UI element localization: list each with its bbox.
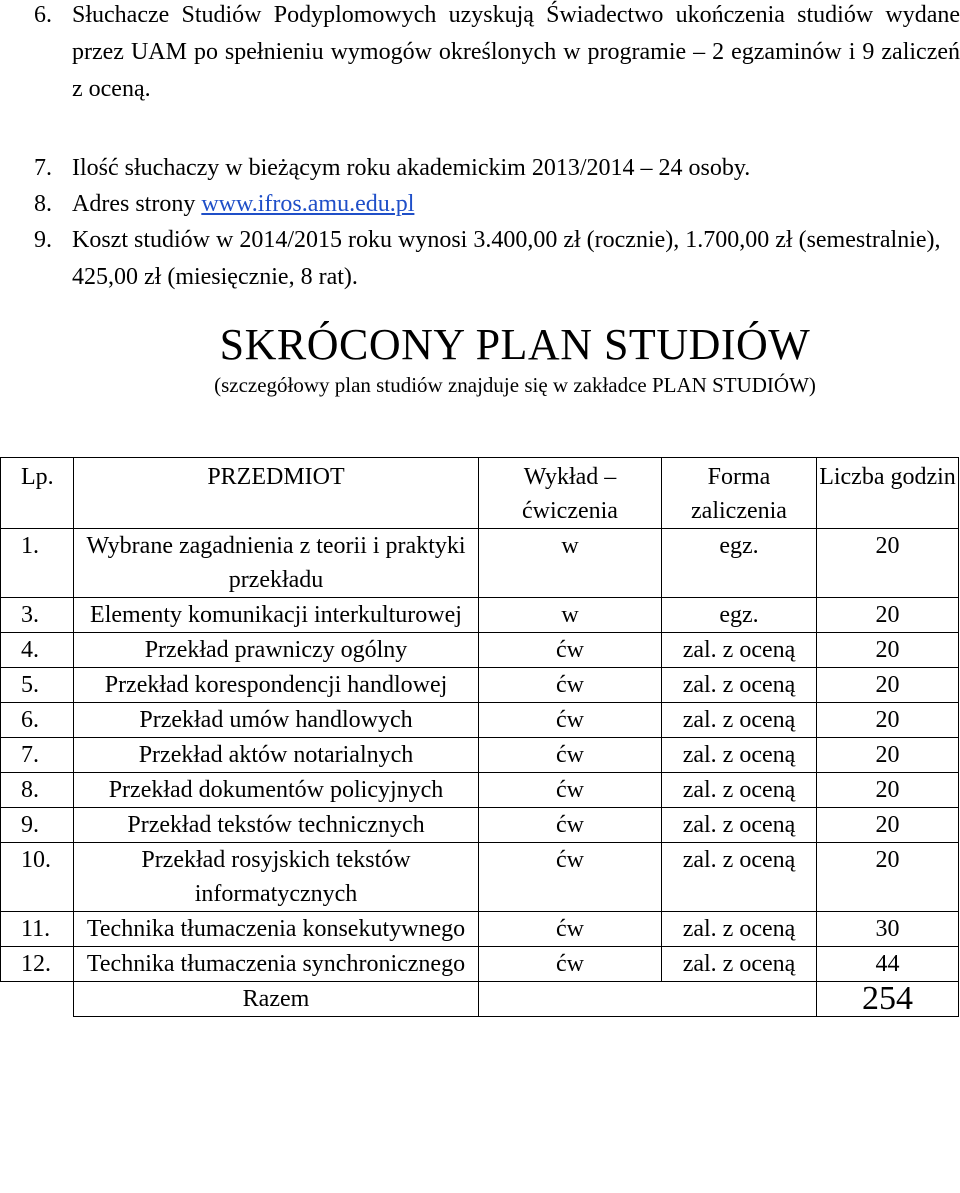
list-text: Słuchacze Studiów Podyplomowych uzyskują Świadectwo ukończenia studiów wydane przez UAM po spełnieniu wymogów określonych w programie – 2 egzaminów i 9 zaliczeń z oceną. bbox=[72, 2, 960, 102]
cell-hours: 30 bbox=[817, 912, 959, 947]
list-number: 7. bbox=[34, 155, 52, 181]
cell-hours: 20 bbox=[817, 668, 959, 703]
cell-form: zal. z oceną bbox=[662, 738, 817, 773]
cell-type: ćw bbox=[479, 843, 662, 912]
cell-subject: Przekład umów handlowych bbox=[74, 703, 479, 738]
total-label: Razem bbox=[74, 982, 479, 1017]
list-text: Ilość słuchaczy w bieżącym roku akademickim 2013/2014 – 24 osoby. bbox=[72, 155, 751, 181]
table-header-row bbox=[1, 458, 959, 529]
cell-subject: Technika tłumaczenia synchronicznego bbox=[74, 947, 479, 982]
cell-lp: 5. bbox=[1, 668, 74, 703]
cell-type: ćw bbox=[479, 668, 662, 703]
cell-form: zal. z oceną bbox=[662, 808, 817, 843]
cell-hours: 20 bbox=[817, 529, 959, 598]
cell-lp: 6. bbox=[1, 703, 74, 738]
cell-subject: Przekład rosyjskich tekstów informatycznych bbox=[74, 843, 479, 912]
cell-form: egz. bbox=[662, 598, 817, 633]
cell-type: ćw bbox=[479, 738, 662, 773]
cell-subject: Technika tłumaczenia konsekutywnego bbox=[74, 912, 479, 947]
table-row bbox=[1, 947, 959, 982]
cell-form: egz. bbox=[662, 529, 817, 598]
cell-lp: 10. bbox=[1, 843, 74, 912]
cell-empty bbox=[479, 982, 817, 1017]
cell-hours: 20 bbox=[817, 598, 959, 633]
list-number: 6. bbox=[34, 2, 52, 28]
table-row bbox=[1, 598, 959, 633]
cell-form: zal. z oceną bbox=[662, 947, 817, 982]
table-total-row bbox=[1, 982, 959, 1017]
study-plan-table bbox=[0, 457, 959, 1017]
cell-form: zal. z oceną bbox=[662, 633, 817, 668]
cell-form: zal. z oceną bbox=[662, 773, 817, 808]
cell-form: zal. z oceną bbox=[662, 703, 817, 738]
website-link[interactable]: www.ifros.amu.edu.pl bbox=[201, 191, 415, 217]
table-row bbox=[1, 738, 959, 773]
header-type: Wykład – ćwiczenia bbox=[479, 458, 662, 529]
list-text bbox=[72, 186, 960, 223]
cell-form: zal. z oceną bbox=[662, 668, 817, 703]
table-row bbox=[1, 703, 959, 738]
cell-hours: 20 bbox=[817, 843, 959, 912]
cell-subject: Przekład dokumentów policyjnych bbox=[74, 773, 479, 808]
cell-type: ćw bbox=[479, 947, 662, 982]
header-lp: Lp. bbox=[1, 458, 74, 529]
cell-hours: 20 bbox=[817, 773, 959, 808]
table-row bbox=[1, 912, 959, 947]
website-label: Adres strony bbox=[72, 191, 202, 217]
cell-subject: Przekład prawniczy ogólny bbox=[74, 633, 479, 668]
table-row bbox=[1, 633, 959, 668]
cell-form: zal. z oceną bbox=[662, 912, 817, 947]
table-row bbox=[1, 773, 959, 808]
cell-lp: 8. bbox=[1, 773, 74, 808]
cell-hours: 20 bbox=[817, 633, 959, 668]
cell-subject: Przekład tekstów technicznych bbox=[74, 808, 479, 843]
cell-lp: 7. bbox=[1, 738, 74, 773]
plan-subheading: (szczegółowy plan studiów znajduje się w zakładce PLAN STUDIÓW) bbox=[214, 373, 816, 397]
cell-lp: 9. bbox=[1, 808, 74, 843]
cell-type: ćw bbox=[479, 808, 662, 843]
table-row bbox=[1, 808, 959, 843]
cell-type: ćw bbox=[479, 703, 662, 738]
cell-subject: Przekład aktów notarialnych bbox=[74, 738, 479, 773]
cell-lp: 4. bbox=[1, 633, 74, 668]
cell-type: ćw bbox=[479, 633, 662, 668]
cell-hours: 20 bbox=[817, 808, 959, 843]
cell-lp: 11. bbox=[1, 912, 74, 947]
table-row bbox=[1, 668, 959, 703]
cell-subject: Wybrane zagadnienia z teorii i praktyki przekładu bbox=[74, 529, 479, 598]
cell-type: w bbox=[479, 529, 662, 598]
table-row bbox=[1, 843, 959, 912]
cell-hours: 44 bbox=[817, 947, 959, 982]
cell-hours: 20 bbox=[817, 703, 959, 738]
plan-heading: SKRÓCONY PLAN STUDIÓW bbox=[219, 320, 811, 369]
cell-type: ćw bbox=[479, 912, 662, 947]
cell-form: zal. z oceną bbox=[662, 843, 817, 912]
cell-subject: Przekład korespondencji handlowej bbox=[74, 668, 479, 703]
table-row bbox=[1, 529, 959, 598]
list-number: 8. bbox=[34, 191, 52, 217]
cell-type: w bbox=[479, 598, 662, 633]
cell-empty bbox=[1, 982, 74, 1017]
cell-type: ćw bbox=[479, 773, 662, 808]
cell-subject: Elementy komunikacji interkulturowej bbox=[74, 598, 479, 633]
header-subject: PRZEDMIOT bbox=[74, 458, 479, 529]
cell-lp: 3. bbox=[1, 598, 74, 633]
header-hours: Liczba godzin bbox=[817, 458, 959, 529]
cell-hours: 20 bbox=[817, 738, 959, 773]
list-number: 9. bbox=[34, 227, 52, 253]
list-text: Koszt studiów w 2014/2015 roku wynosi 3.400,00 zł (rocznie), 1.700,00 zł (semestralnie), 425,00 zł (miesięcznie, 8 rat). bbox=[72, 227, 941, 290]
cell-lp: 12. bbox=[1, 947, 74, 982]
total-value: 254 bbox=[817, 982, 959, 1017]
header-form: Forma zaliczenia bbox=[662, 458, 817, 529]
cell-lp: 1. bbox=[1, 529, 74, 598]
